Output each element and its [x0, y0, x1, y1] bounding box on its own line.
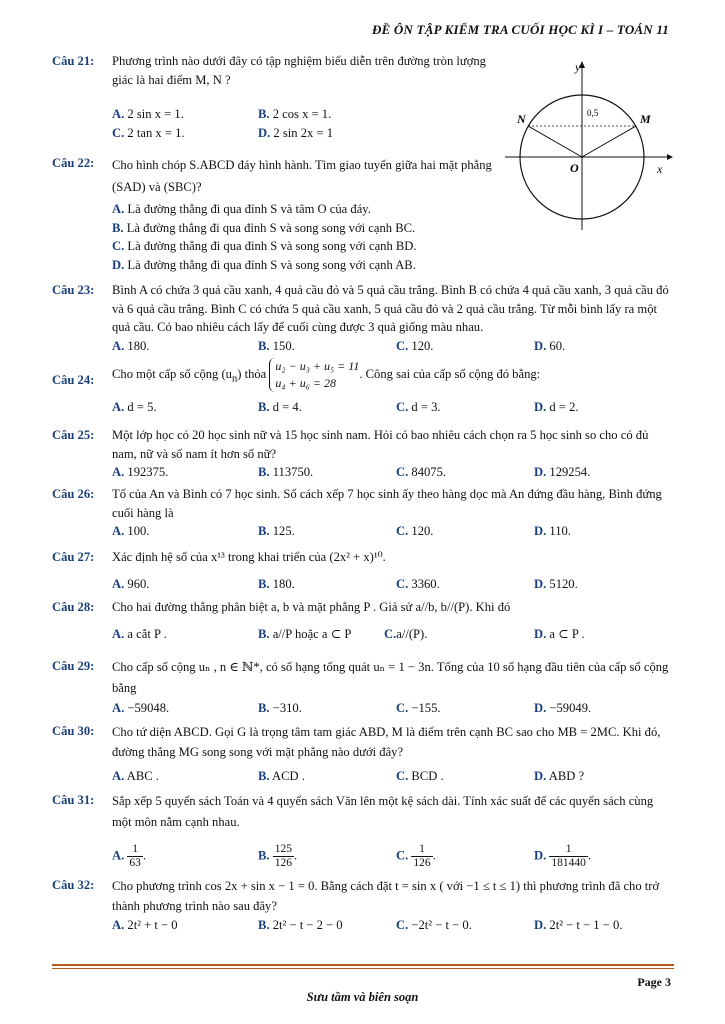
- option-b: 2 cos x = 1.: [272, 107, 332, 121]
- option-a: 180.: [127, 338, 150, 353]
- option-c-fraction: [411, 843, 432, 870]
- equation-system: [269, 358, 359, 392]
- question-32: [52, 876, 672, 935]
- numerator: 1: [549, 843, 588, 857]
- option-b: d = 4.: [272, 400, 302, 414]
- option-a: −59048.: [127, 701, 170, 715]
- option-letter: D.: [534, 465, 547, 479]
- option-letter: A.: [112, 769, 125, 783]
- question-text: Cho cấp số cộng uₙ , n ∈ ℕ*, có số hạng tổng quát uₙ = 1 − 3n. Tổng của 10 số hạng đầu tiên của cấp số cộng bằng: [112, 660, 669, 695]
- question-number: Câu 24:: [52, 373, 95, 387]
- question-28: [52, 598, 672, 644]
- option-d: 2 sin 2x = 1: [273, 126, 333, 140]
- option-letter: A.: [112, 626, 125, 641]
- option-d: 129254.: [549, 465, 591, 479]
- option-c: −155.: [411, 701, 441, 715]
- option-d: 110.: [549, 524, 571, 538]
- question-text: Bình A có chứa 3 quả cầu xanh, 4 quả cầu đỏ và 5 quả cầu trắng. Bình B có chứa 4 quả cầu xanh, 3 quả cầu đỏ và 6 quả cầu trắng. Bình C có chứa 5 quả cầu xanh, 5 quả cầu đỏ và 2 quả cầu trắng. Từ mỗi bình lấy ra một quả cầu. Có bao nhiêu cách lấy để cuối cùng được 3 quả giống màu nhau.: [112, 283, 669, 334]
- denominator: 126: [413, 857, 431, 869]
- option-b: Là đường thẳng đi qua đỉnh S và song song với cạnh BC.: [126, 220, 416, 235]
- option-c: 2 tan x = 1.: [127, 126, 185, 140]
- option-letter: B.: [258, 769, 270, 783]
- text-sub: n: [231, 373, 238, 385]
- option-b: 113750.: [272, 465, 314, 479]
- option-letter: C.: [396, 524, 409, 538]
- option-letter: B.: [258, 626, 270, 641]
- option-letter: C.: [396, 701, 409, 715]
- question-23: [52, 281, 672, 356]
- question-number: Câu 21:: [52, 54, 95, 68]
- question-29: [52, 657, 672, 718]
- option-letter: B.: [258, 465, 270, 479]
- option-a: 100.: [127, 524, 150, 538]
- option-letter: C.: [384, 626, 397, 641]
- option-a: 192375.: [127, 465, 169, 479]
- page-number: Page 3: [637, 975, 671, 989]
- option-c: a//(P).: [396, 626, 428, 641]
- point-n-label: N: [517, 112, 526, 126]
- option-d: ABD ?: [548, 769, 585, 783]
- option-letter: D.: [534, 524, 547, 538]
- option-letter: B.: [258, 918, 270, 932]
- footer-divider: [52, 964, 674, 966]
- option-letter: D.: [534, 918, 547, 932]
- option-letter: A.: [112, 848, 125, 863]
- option-letter: C.: [112, 239, 125, 253]
- radius-on: [528, 126, 582, 157]
- option-letter: C.: [396, 465, 409, 479]
- option-letter: D.: [534, 626, 547, 641]
- question-26: [52, 485, 672, 541]
- question-number: Câu 22:: [52, 156, 95, 170]
- option-c: BCD .: [411, 769, 444, 783]
- numerator: 125: [274, 843, 292, 855]
- option-letter: A.: [112, 202, 125, 216]
- option-b-fraction: [273, 843, 294, 870]
- question-number: Câu 27:: [52, 550, 95, 564]
- question-number: Câu 23:: [52, 283, 95, 297]
- question-text: Phương trình nào dưới đây có tập nghiệm biểu diễn trên đường tròn lượng giác là hai điểm M, N ?: [112, 54, 486, 87]
- text-part: ) thỏa: [237, 366, 267, 381]
- option-letter: B.: [258, 107, 270, 121]
- question-number: Câu 28:: [52, 600, 95, 614]
- option-a: d = 5.: [127, 400, 157, 414]
- option-letter: C.: [396, 769, 409, 783]
- option-c: 120.: [411, 524, 434, 538]
- option-c: d = 3.: [411, 400, 441, 414]
- option-d: 2t² − t − 1 − 0.: [549, 918, 623, 932]
- equation-1: u₂ − u₃ + u₅ = 11: [275, 359, 360, 373]
- tick-label: 0,5: [587, 108, 599, 118]
- question-number: Câu 32:: [52, 878, 95, 892]
- question-text: Cho hình chóp S.ABCD đáy hình hành. Tìm giao tuyến giữa hai mặt phẳng (SAD) và (SBC)?: [112, 158, 492, 194]
- option-letter: D.: [534, 400, 547, 414]
- option-a: ABC .: [126, 769, 159, 783]
- option-d: Là đường thẳng đi qua đỉnh S và song song với cạnh AB.: [127, 257, 416, 272]
- footer-credit: Sưu tầm và biên soạn: [306, 990, 419, 1004]
- option-c: 3360.: [411, 576, 440, 591]
- option-letter: B.: [258, 524, 270, 538]
- option-letter: B.: [258, 400, 270, 414]
- question-text: Tổ của An và Bình có 7 học sinh. Số cách xếp 7 học sinh ấy theo hàng dọc mà An đứng đầu hàng, Bình đứng cuối hàng là: [112, 487, 662, 520]
- question-number: Câu 30:: [52, 724, 95, 738]
- unit-circle-figure: [505, 60, 675, 230]
- option-letter: A.: [112, 576, 125, 591]
- option-letter: C.: [396, 576, 409, 591]
- question-24: [52, 358, 672, 417]
- option-letter: A.: [112, 107, 125, 121]
- option-c: 120.: [411, 338, 434, 353]
- question-text: Cho hai đường thẳng phân biệt a, b và mặt phẳng P . Giả sử a//b, b//(P). Khi đó: [112, 600, 511, 614]
- option-letter: B.: [258, 701, 270, 715]
- option-b: −310.: [272, 701, 302, 715]
- option-b: 150.: [272, 338, 295, 353]
- question-30: [52, 722, 672, 786]
- text-part: Cho một cấp số cộng (u: [112, 366, 232, 381]
- option-a: 2 sin x = 1.: [127, 107, 184, 121]
- option-letter: C.: [396, 918, 409, 932]
- question-21: [52, 52, 492, 143]
- option-c: −2t² − t − 0.: [411, 918, 472, 932]
- option-letter: A.: [112, 701, 125, 715]
- question-text: Một lớp học có 20 học sinh nữ và 15 học sinh nam. Hỏi có bao nhiêu cách chọn ra 5 học sinh so cho có đủ nam, nữ và số nam ít hơn số nữ?: [112, 428, 649, 461]
- point-m-label: M: [640, 112, 651, 126]
- option-letter: C.: [396, 338, 409, 353]
- option-letter: C.: [396, 848, 409, 863]
- footer-divider-thin: [52, 968, 674, 969]
- question-text: Xác định hệ số của x¹³ trong khai triển của (2x² + x)¹⁰.: [112, 550, 386, 564]
- option-letter: B.: [258, 338, 270, 353]
- question-text: Cho phương trình cos 2x + sin x − 1 = 0. Bằng cách đặt t = sin x ( với −1 ≤ t ≤ 1) thì phương trình đã cho trở thành phương trình nào sau đây?: [112, 879, 660, 913]
- option-letter: C.: [112, 126, 125, 140]
- question-27: [52, 548, 672, 594]
- option-d: −59049.: [549, 701, 592, 715]
- page-header: ĐỀ ÔN TẬP KIỂM TRA CUỐI HỌC KÌ I – TOÁN 11: [372, 22, 669, 37]
- numerator: 1: [127, 843, 143, 857]
- equation-2: u₄ + u₆ = 28: [275, 376, 336, 390]
- option-letter: D.: [534, 848, 547, 863]
- question-number: Câu 26:: [52, 487, 95, 501]
- option-letter: D.: [112, 257, 125, 272]
- option-letter: A.: [112, 918, 125, 932]
- option-b: 2t² − t − 2 − 0: [272, 918, 343, 932]
- radius-om: [582, 126, 636, 157]
- option-d: 60.: [549, 338, 566, 353]
- option-d: 5120.: [549, 576, 578, 591]
- question-text: Sắp xếp 5 quyển sách Toán và 4 quyển sách Văn lên một kệ sách dài. Tính xác suất để các quyển sách cùng một môn nằm cạnh nhau.: [112, 794, 654, 829]
- option-letter: A.: [112, 524, 125, 538]
- question-31: Câu 31: Sắp xếp 5 quyển sách Toán và 4 quyển sách Văn lên một kệ sách dài. Tính xác suất để các quyển sách cùng một môn nằm cạnh nhau. A. $\frac{1}{63}$ . B. $\frac{125}{126}$ . C. $\frac{1}{126}$ . D. $\frac{1}{181440}$ .: [52, 791, 672, 877]
- option-letter: D.: [534, 338, 547, 353]
- option-letter: C.: [396, 400, 409, 414]
- option-letter: D.: [534, 769, 547, 783]
- option-b: a//P hoặc a ⊂ P: [272, 626, 352, 641]
- option-d: a ⊂ P .: [549, 626, 585, 641]
- question-number: Câu 25:: [52, 428, 95, 442]
- denominator: 63: [129, 857, 141, 869]
- option-letter: A.: [112, 400, 125, 414]
- option-a: Là đường thẳng đi qua đỉnh S và tâm O của đáy.: [127, 202, 371, 216]
- option-d-fraction: [549, 843, 588, 870]
- option-a-fraction: [127, 843, 143, 870]
- option-a: 2t² + t − 0: [127, 918, 178, 932]
- option-letter: D.: [258, 126, 271, 140]
- text-part: . Công sai của cấp số cộng đó bằng:: [359, 366, 541, 381]
- option-letter: B.: [112, 220, 124, 235]
- option-letter: D.: [534, 576, 547, 591]
- option-c: Là đường thẳng đi qua đỉnh S và song song với cạnh BD.: [127, 239, 417, 253]
- option-b: ACD .: [272, 769, 305, 783]
- option-letter: A.: [112, 338, 125, 353]
- option-b: 125.: [272, 524, 295, 538]
- numerator: 1: [411, 843, 432, 857]
- denominator: 126: [274, 857, 292, 869]
- option-d: d = 2.: [549, 400, 579, 414]
- option-letter: A.: [112, 465, 125, 479]
- x-arrow-icon: [667, 154, 673, 160]
- denominator: 181440: [551, 857, 586, 869]
- option-c: 84075.: [411, 465, 447, 479]
- option-b: 180.: [272, 576, 295, 591]
- question-25: [52, 426, 672, 482]
- option-letter: D.: [534, 701, 547, 715]
- x-label: x: [657, 162, 663, 176]
- question-22: [52, 154, 492, 274]
- option-letter: B.: [258, 848, 270, 863]
- option-a: 960.: [127, 576, 150, 591]
- question-number: Câu 29:: [52, 659, 95, 673]
- question-number: Câu 31:: [52, 793, 95, 807]
- question-text: Cho tứ diện ABCD. Gọi G là trọng tâm tam giác ABD, M là điểm trên cạnh BC sao cho MB = 2MC. Khi đó, đường thẳng MG song song với mặt phẳng nào dưới đây?: [112, 725, 661, 759]
- y-label: y: [575, 60, 581, 74]
- option-letter: B.: [258, 576, 270, 591]
- question-text: [112, 358, 672, 392]
- origin-label: O: [570, 161, 579, 175]
- option-a: a cắt P .: [127, 626, 167, 641]
